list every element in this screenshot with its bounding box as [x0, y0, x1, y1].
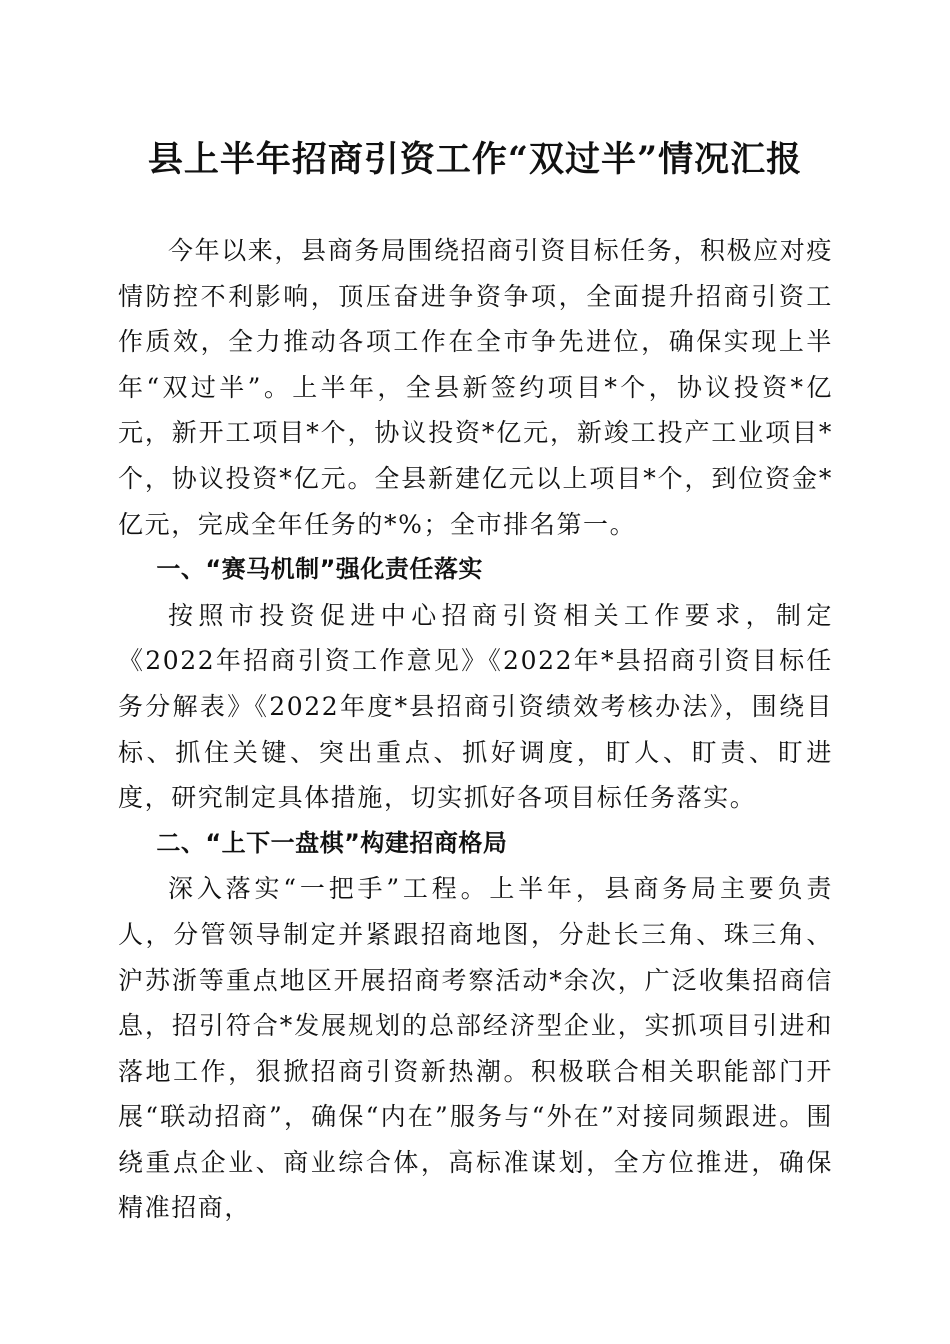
intro-paragraph: 今年以来，县商务局围绕招商引资目标任务，积极应对疫情防控不利影响，顶压奋进争资争项，全面提升招商引资工作质效，全力推动各项工作在全市争先进位，确保实现上半年“双过半”。上半年，全县新签约项目*个，协议投资*亿元，新开工项目*个，协议投资*亿元，新竣工投产工业项目*个，协议投资*亿元。全县新建亿元以上项目*个，到位资金*亿元，完成全年任务的*%；全市排名第一。 — [118, 236, 834, 539]
section-1-paragraph: 按照市投资促进中心招商引资相关工作要求，制定《2022年招商引资工作意见》《2022年*县招商引资目标任务分解表》《2022年度*县招商引资绩效考核办法》，围绕目标、抓住关键、突出重点、抓好调度，盯人、盯责、盯进度，研究制定具体措施，切实抓好各项目标任务落实。 — [118, 600, 833, 813]
section-heading-2: 二、“上下一盘棋”构建招商格局 — [156, 828, 508, 857]
section-2-paragraph: 深入落实“一把手”工程。上半年，县商务局主要负责人，分管领导制定并紧跟招商地图，分赴长三角、珠三角、沪苏浙等重点地区开展招商考察活动*余次，广泛收集招商信息，招引符合*发展规划的总部经济型企业，实抓项目引进和落地工作，狠掀招商引资新热潮。积极联合相关职能部门开展“联动招商”，确保“内在”服务与“外在”对接同频跟进。围绕重点企业、商业综合体，高标准谋划，全方位推进，确保精准招商， — [118, 874, 833, 1223]
document-title: 县上半年招商引资工作“双过半”情况汇报 — [147, 139, 803, 180]
document-body — [118, 228, 833, 1231]
section-heading-1: 一、“赛马机制”强化责任落实 — [156, 555, 483, 584]
